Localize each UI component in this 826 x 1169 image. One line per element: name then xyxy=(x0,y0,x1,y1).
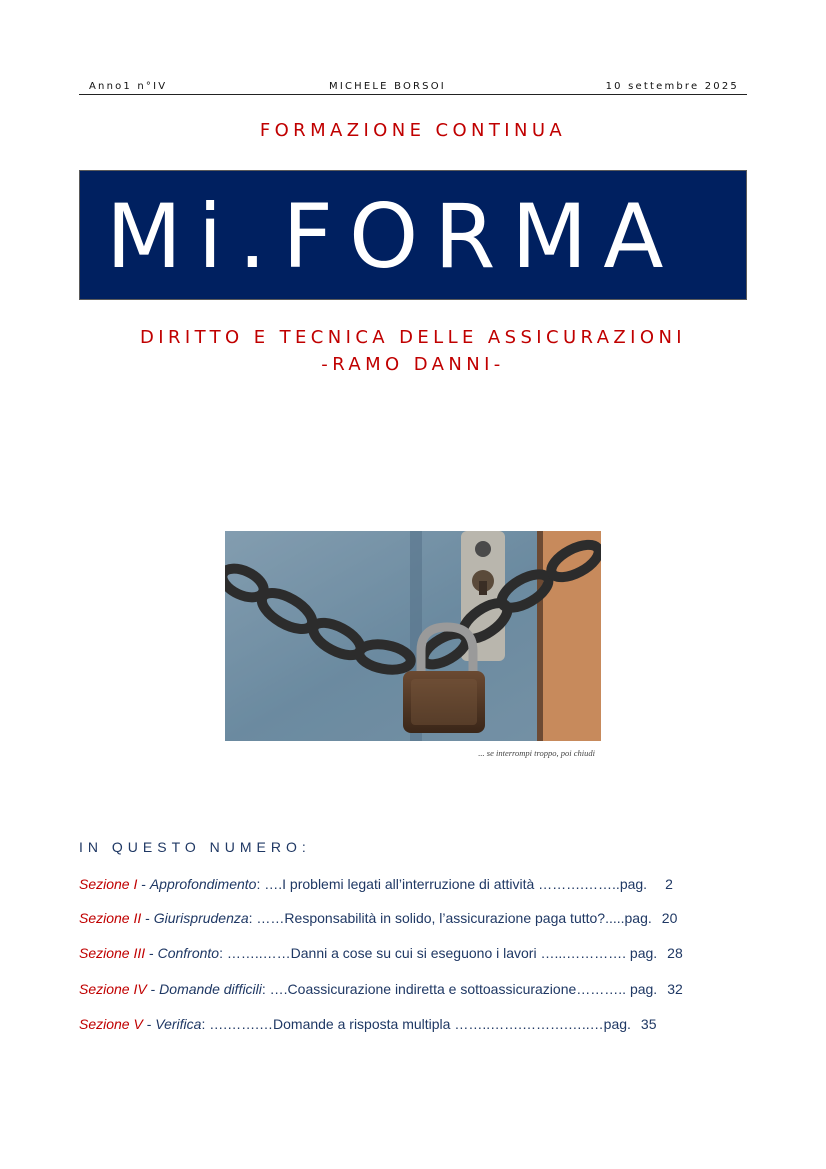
toc-item xyxy=(79,981,747,1001)
toc-section-label: Sezione I xyxy=(79,876,138,892)
photo-caption: ... se interrompi troppo, poi chiudi xyxy=(478,748,595,758)
toc-title: : ….…….…Domande a risposta multipla ……..…….……….…..…pag. xyxy=(201,1016,631,1032)
toc-heading: IN QUESTO NUMERO: xyxy=(79,839,311,855)
toc-topic: Confronto xyxy=(157,945,220,961)
toc-title: : ….I problemi legati all’interruzione di attività ……….……..pag. xyxy=(256,876,648,892)
toc-topic: Giurisprudenza xyxy=(153,910,249,926)
padlock-chain-illustration xyxy=(225,531,601,741)
toc-dash: - xyxy=(145,945,158,961)
toc-topic: Domande difficili xyxy=(159,981,262,997)
toc-page-number: 20 xyxy=(661,910,678,926)
toc-section-label: Sezione II xyxy=(79,910,142,926)
toc-dash: - xyxy=(141,910,154,926)
toc-section-label: Sezione V xyxy=(79,1016,143,1032)
subtitle-line-2: -RAMO DANNI- xyxy=(321,354,505,375)
toc-page-number: 2 xyxy=(665,876,673,892)
issue-number: Anno1 n°IV xyxy=(89,81,168,92)
running-header xyxy=(79,80,747,95)
issue-date: 10 settembre 2025 xyxy=(605,81,739,92)
toc-page-number: 35 xyxy=(640,1016,657,1032)
toc-dash: - xyxy=(137,876,150,892)
toc-section-label: Sezione IV xyxy=(79,981,147,997)
toc-page-number: 32 xyxy=(667,981,683,997)
masthead-banner xyxy=(79,170,747,300)
cover-photo-padlock xyxy=(225,531,601,741)
kicker-title: FORMAZIONE CONTINUA xyxy=(259,120,567,141)
toc-section-label: Sezione III xyxy=(79,945,146,961)
toc-item xyxy=(79,876,747,896)
toc-title: : ……..……Danni a cose su cui si eseguono i lavori …...…………. pag. xyxy=(219,945,658,961)
toc-title: : ….Coassicurazione indiretta e sottoassicurazione……….. pag. xyxy=(261,981,658,997)
toc-topic: Verifica xyxy=(155,1016,202,1032)
toc-dash: - xyxy=(142,1016,156,1032)
toc-item xyxy=(79,945,747,965)
toc-item xyxy=(79,1016,747,1036)
toc-title: : ……Responsabilità in solido, l’assicurazione paga tutto?.....pag. xyxy=(248,910,652,926)
toc-page-number: 28 xyxy=(667,945,683,961)
masthead-title: Mi.FORMA xyxy=(106,185,680,288)
author-name: MICHELE BORSOI xyxy=(329,81,446,92)
toc-item xyxy=(79,910,747,930)
toc-topic: Approfondimento xyxy=(149,876,257,892)
toc-dash: - xyxy=(146,981,160,997)
subtitle-line-1: DIRITTO E TECNICA DELLE ASSICURAZIONI xyxy=(139,327,687,348)
